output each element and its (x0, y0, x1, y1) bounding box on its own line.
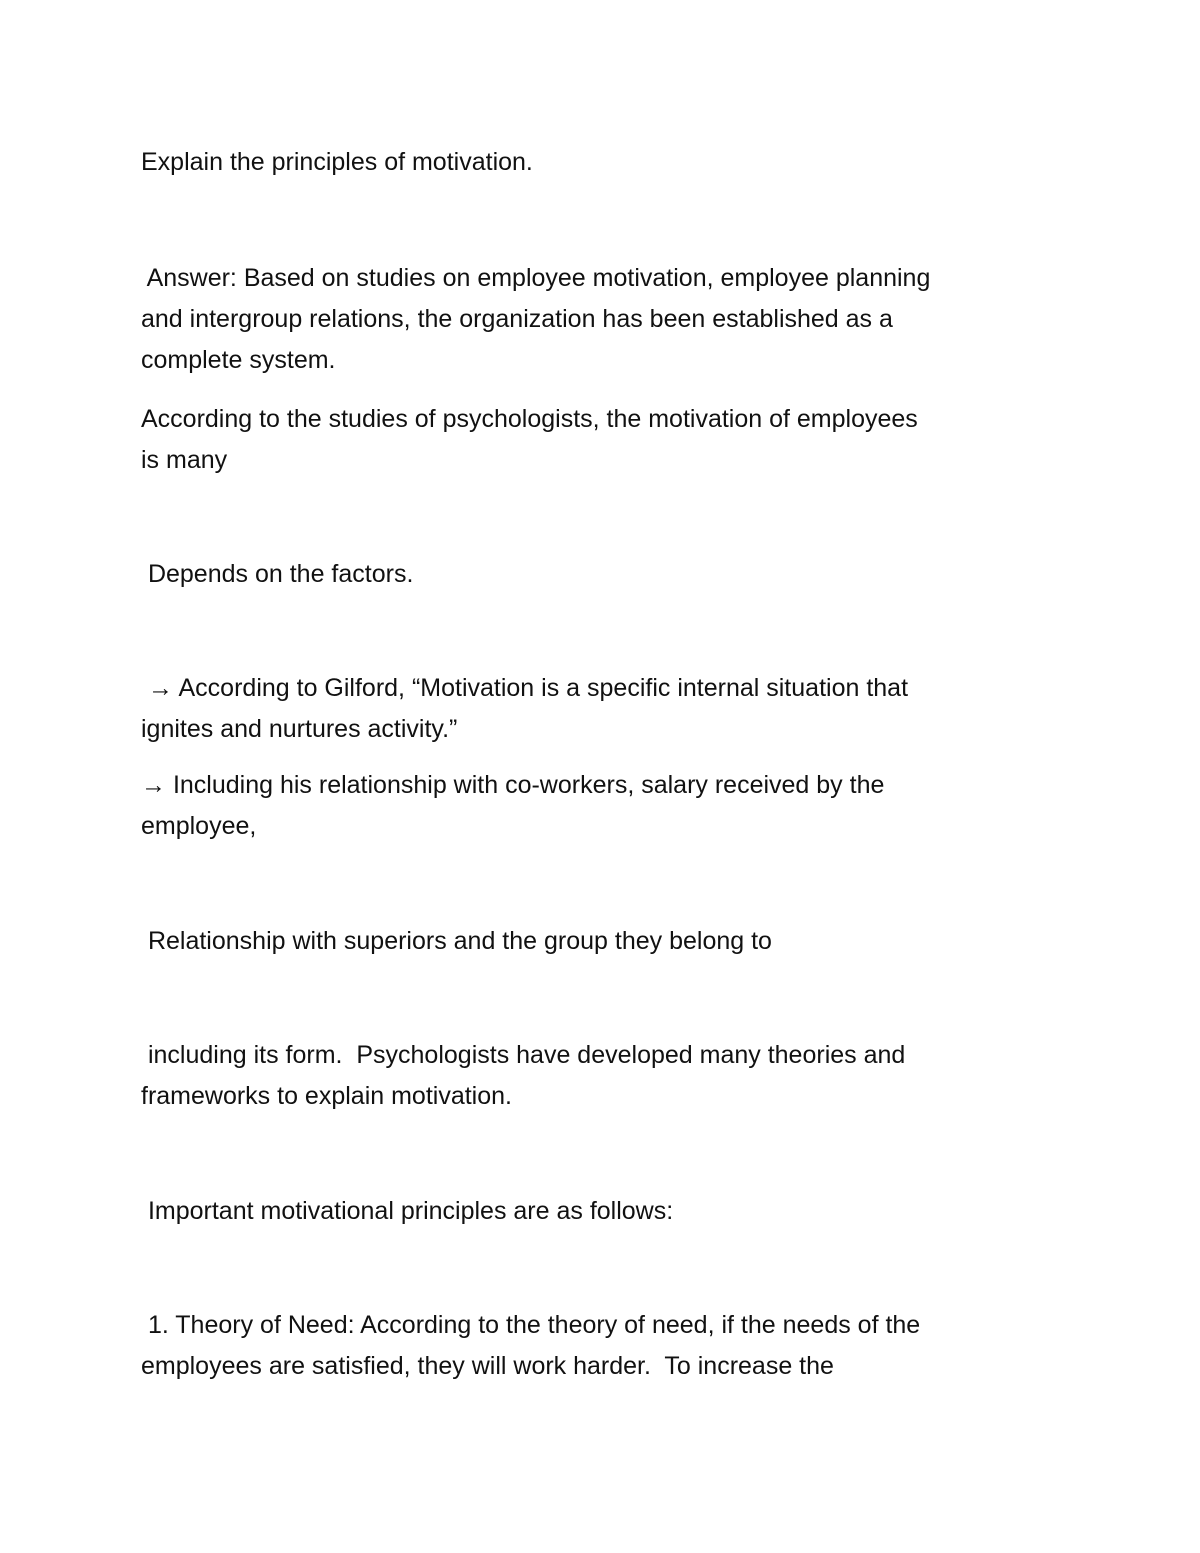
text-line: According to the studies of psychologists, the motivation of employees (141, 405, 918, 433)
text-line: Relationship with superiors and the group they belong to (141, 927, 772, 955)
text-line: → Including his relationship with co-workers, salary received by the (141, 771, 885, 799)
text-line: Depends on the factors. (141, 560, 414, 588)
text-line: and intergroup relations, the organization has been established as a (141, 305, 893, 333)
text-line: → According to Gilford, “Motivation is a specific internal situation that (141, 674, 909, 702)
text-line: employees are satisfied, they will work harder. To increase the (141, 1352, 834, 1380)
text-line: frameworks to explain motivation. (141, 1082, 512, 1110)
text-line: is many (141, 446, 228, 474)
text-line: Important motivational principles are as follows: (141, 1197, 674, 1225)
text-line: complete system. (141, 346, 336, 374)
text-line: employee, (141, 812, 257, 840)
text-line: Answer: Based on studies on employee motivation, employee planning (141, 264, 931, 292)
text-line: 1. Theory of Need: According to the theory of need, if the needs of the (141, 1311, 921, 1339)
text-line: including its form. Psychologists have developed many theories and (141, 1041, 906, 1069)
question-heading: Explain the principles of motivation. (141, 148, 533, 176)
text-line: ignites and nurtures activity.” (141, 715, 458, 743)
